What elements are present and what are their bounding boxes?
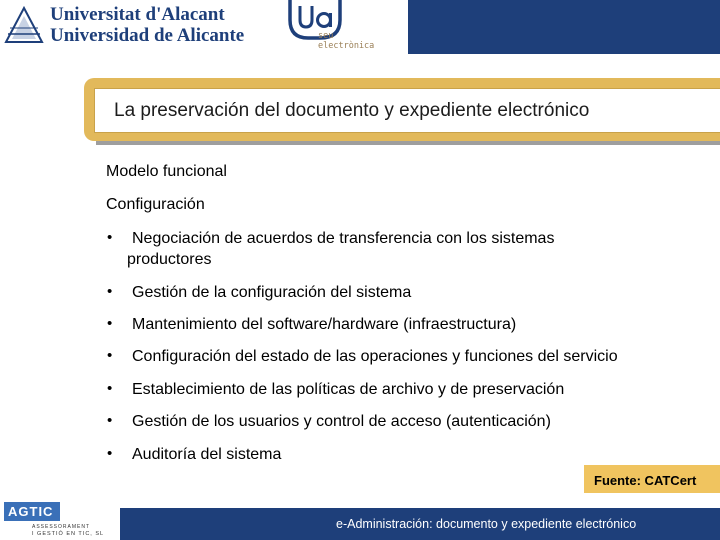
agtic-tagline-line2: I GESTIÓ EN TIC, SL [32, 531, 105, 537]
ua-seu-line1: seu [318, 31, 334, 41]
footer-text: e-Administración: documento y expediente electrónico [336, 517, 637, 531]
university-logo-icon [4, 6, 44, 44]
agtic-logo-label: AGTIC [8, 504, 54, 519]
list-item [127, 228, 555, 270]
bullet-dot: • [107, 283, 113, 300]
header [0, 0, 720, 54]
list-item: Gestión de la configuración del sistema [132, 284, 412, 301]
ua-seu-label [318, 31, 374, 51]
list-item: Auditoría del sistema [132, 446, 282, 463]
ua-seu-line2: electrònica [318, 41, 375, 51]
slide-title: La preservación del documento y expediente electrónico [114, 100, 590, 121]
bullet-dot: • [107, 412, 113, 429]
bullet-dot: • [107, 347, 113, 364]
list-item: Establecimiento de las políticas de archivo y de preservación [132, 381, 565, 398]
bullet-dot: • [107, 229, 113, 246]
list-item: Configuración del estado de las operaciones y funciones del servicio [132, 348, 618, 365]
title-shadow [96, 141, 720, 145]
heading-modelo-funcional: Modelo funcional [106, 163, 227, 180]
bullet-dot: • [107, 315, 113, 332]
header-blue-band [408, 0, 720, 54]
agtic-tagline-line1: ASSESSORAMENT [32, 524, 91, 530]
list-item-line2: productores [127, 251, 212, 268]
university-name-line1: Universitat d'Alacant [50, 4, 225, 25]
list-item: Mantenimiento del software/hardware (infraestructura) [132, 316, 517, 333]
university-name-line2: Universidad de Alicante [50, 25, 245, 46]
list-item: Gestión de los usuarios y control de acceso (autenticación) [132, 413, 551, 430]
list-item-line1: Negociación de acuerdos de transferencia con los sistemas [132, 230, 555, 247]
source-citation: Fuente: CATCert [594, 473, 697, 488]
bullet-dot: • [107, 445, 113, 462]
bullet-dot: • [107, 380, 113, 397]
university-name [50, 4, 244, 46]
heading-configuracion: Configuración [106, 196, 205, 213]
